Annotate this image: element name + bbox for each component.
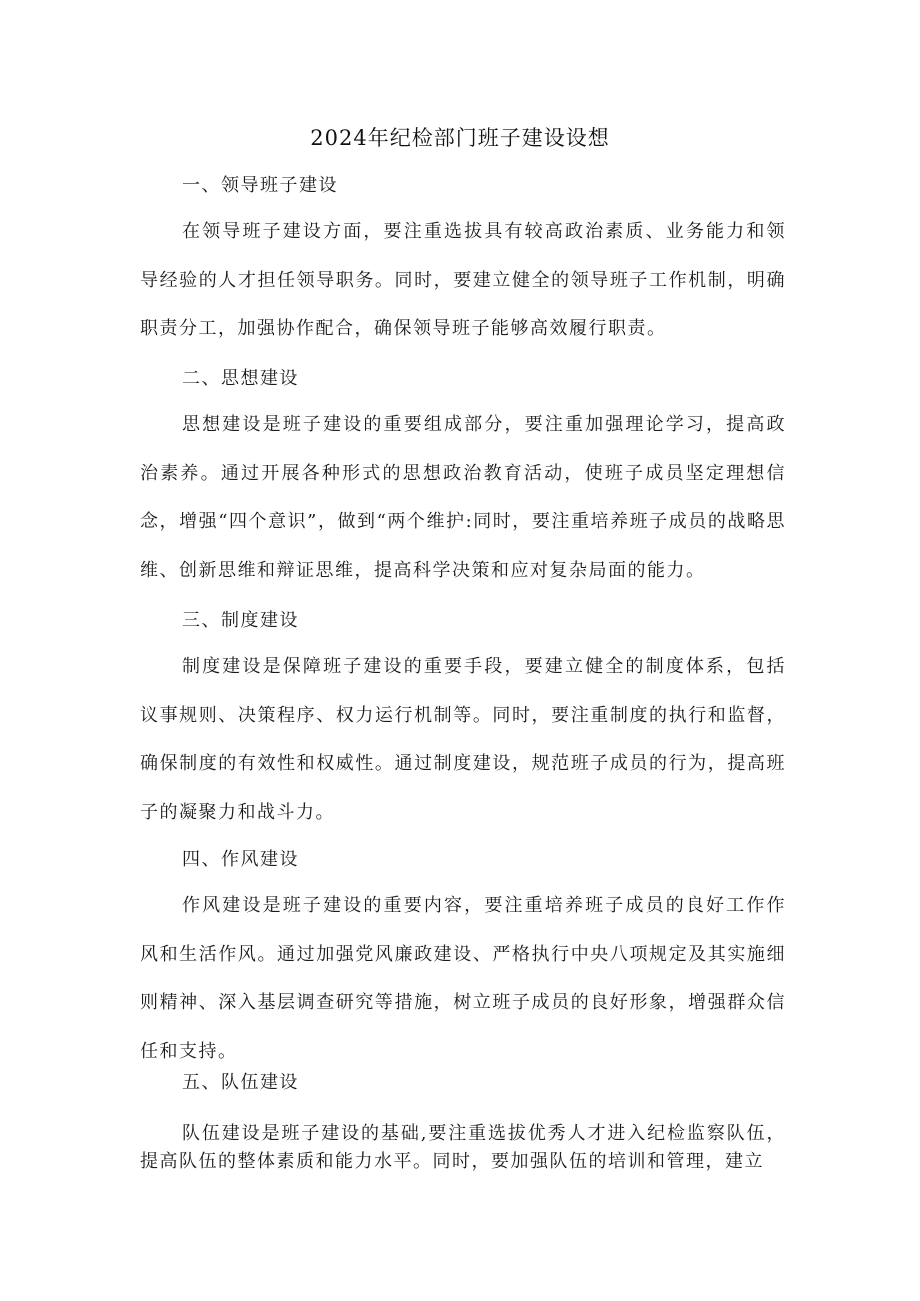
section-heading-2: 二、思想建设 xyxy=(182,368,299,389)
section-heading-3: 三、制度建设 xyxy=(182,610,299,631)
section-heading-5: 五、队伍建设 xyxy=(182,1072,299,1093)
section-body-2: 思想建设是班子建设的重要组成部分，要注重加强理论学习，提高政治素养。通过开展各种形式的思想政治教育活动，使班子成员坚定理想信念，增强“四个意识”，做到“两个维护:同时，要注重培养班子成员的战略思维、创新思维和辩证思维，提高科学决策和应对复杂局面的能力。 xyxy=(140,414,786,581)
section-body-1: 在领导班子建设方面，要注重选拔具有较高政治素质、业务能力和领导经验的人才担任领导职务。同时，要建立健全的领导班子工作机制，明确职责分工，加强协作配合，确保领导班子能够高效履行职责。 xyxy=(140,221,786,339)
section-heading-4: 四、作风建设 xyxy=(182,849,299,870)
section-body-4: 作风建设是班子建设的重要内容，要注重培养班子成员的良好工作作风和生活作风。通过加强党风廉政建设、严格执行中央八项规定及其实施细则精神、深入基层调查研究等措施，树立班子成员的良好形象，增强群众信任和支持。 xyxy=(140,895,786,1062)
section-body-5: 队伍建设是班子建设的基础,要注重选拔优秀人才进入纪检监察队伍，提高队伍的整体素质和能力水平。同时，要加强队伍的培训和管理，建立 xyxy=(140,1123,786,1172)
section-heading-1: 一、领导班子建设 xyxy=(182,175,338,196)
document-title: 2024年纪检部门班子建设设想 xyxy=(310,126,610,150)
section-body-3: 制度建设是保障班子建设的重要手段，要建立健全的制度体系，包括议事规则、决策程序、权力运行机制等。同时，要注重制度的执行和监督，确保制度的有效性和权威性。通过制度建设，规范班子成员的行为，提高班子的凝聚力和战斗力。 xyxy=(140,656,786,823)
